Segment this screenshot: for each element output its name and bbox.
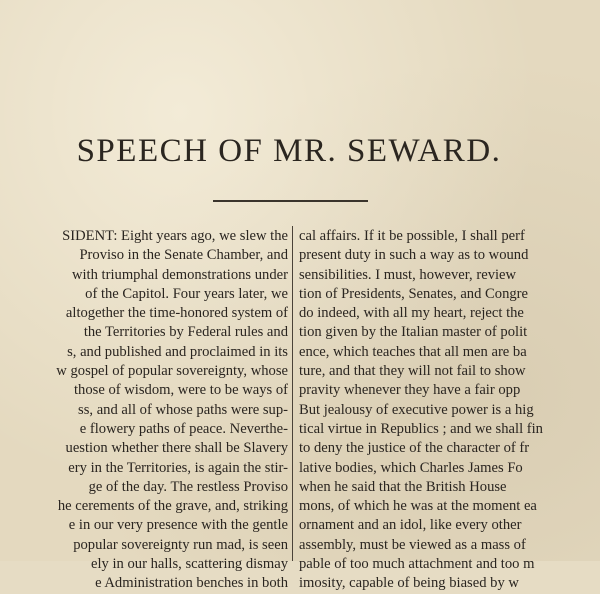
text-line: mons, of which he was at the moment ea <box>299 498 537 515</box>
text-line: tion given by the Italian master of polit <box>299 324 528 341</box>
text-line: s, and published and proclaimed in its <box>67 343 288 360</box>
article-title: SPEECH OF MR. SEWARD. <box>76 133 502 169</box>
text-line: sensibilities. I must, however, review <box>299 266 517 283</box>
column-divider <box>292 226 293 561</box>
title-rule <box>213 200 368 202</box>
text-line: pable of too much attachment and too m <box>299 556 535 573</box>
text-line: But jealousy of executive power is a hig <box>299 401 534 418</box>
show-through-text <box>0 0 600 120</box>
text-line: SIDENT: Eight years ago, we slew the <box>62 228 288 244</box>
text-line: ture, and that they will not fail to show <box>299 363 526 380</box>
text-line: the Territories by Federal rules and <box>83 324 288 341</box>
text-line: lative bodies, which Charles James Fo <box>299 459 523 476</box>
text-line: pravity whenever they have a fair opp <box>299 382 521 399</box>
text-line: ery in the Territories, is again the stir- <box>68 459 288 476</box>
text-line: to deny the justice of the character of fr <box>299 440 530 457</box>
text-line: popular sovereignty run mad, is seen <box>73 536 288 553</box>
text-line: altogether the time-honored system of <box>65 305 288 322</box>
text-line: assembly, must be viewed as a mass of <box>299 536 526 553</box>
text-line: e flowery paths of peace. Neverthe- <box>79 420 288 437</box>
text-line: cal affairs. If it be possible, I shall perf <box>299 228 525 244</box>
text-line: e Administration benches in both <box>95 575 288 592</box>
text-line: ely in our halls, scattering dismay <box>91 556 288 573</box>
text-line: e in our very presence with the gentle <box>68 517 288 534</box>
text-line: ge of the day. The restless Proviso <box>88 478 288 495</box>
text-line: Proviso in the Senate Chamber, and <box>79 247 288 264</box>
text-line: w gospel of popular sovereignty, whose <box>56 363 288 380</box>
text-line: of the Capitol. Four years later, we <box>85 285 288 302</box>
text-line: do indeed, with all my heart, reject the <box>299 305 524 322</box>
text-line: those of wisdom, were to be ways of <box>74 382 288 399</box>
text-line: he cerements of the grave, and, striking <box>57 498 288 515</box>
text-line: present duty in such a way as to wound <box>299 247 529 264</box>
text-line: imosity, capable of being biased by w <box>299 575 519 592</box>
text-line: ornament and an idol, like every other <box>299 517 522 534</box>
text-line: when he said that the British House <box>299 478 507 495</box>
right-column <box>299 227 600 592</box>
text-line: ss, and all of whose paths were sup- <box>78 401 288 418</box>
text-line: tion of Presidents, Senates, and Congre <box>299 285 529 302</box>
text-line: with triumphal demonstrations under <box>71 266 288 283</box>
text-line: ence, which teaches that all men are ba <box>299 343 527 360</box>
text-line: uestion whether there shall be Slavery <box>65 440 288 457</box>
text-line: tical virtue in Republics ; and we shall fin <box>299 420 543 437</box>
left-column <box>0 227 288 592</box>
